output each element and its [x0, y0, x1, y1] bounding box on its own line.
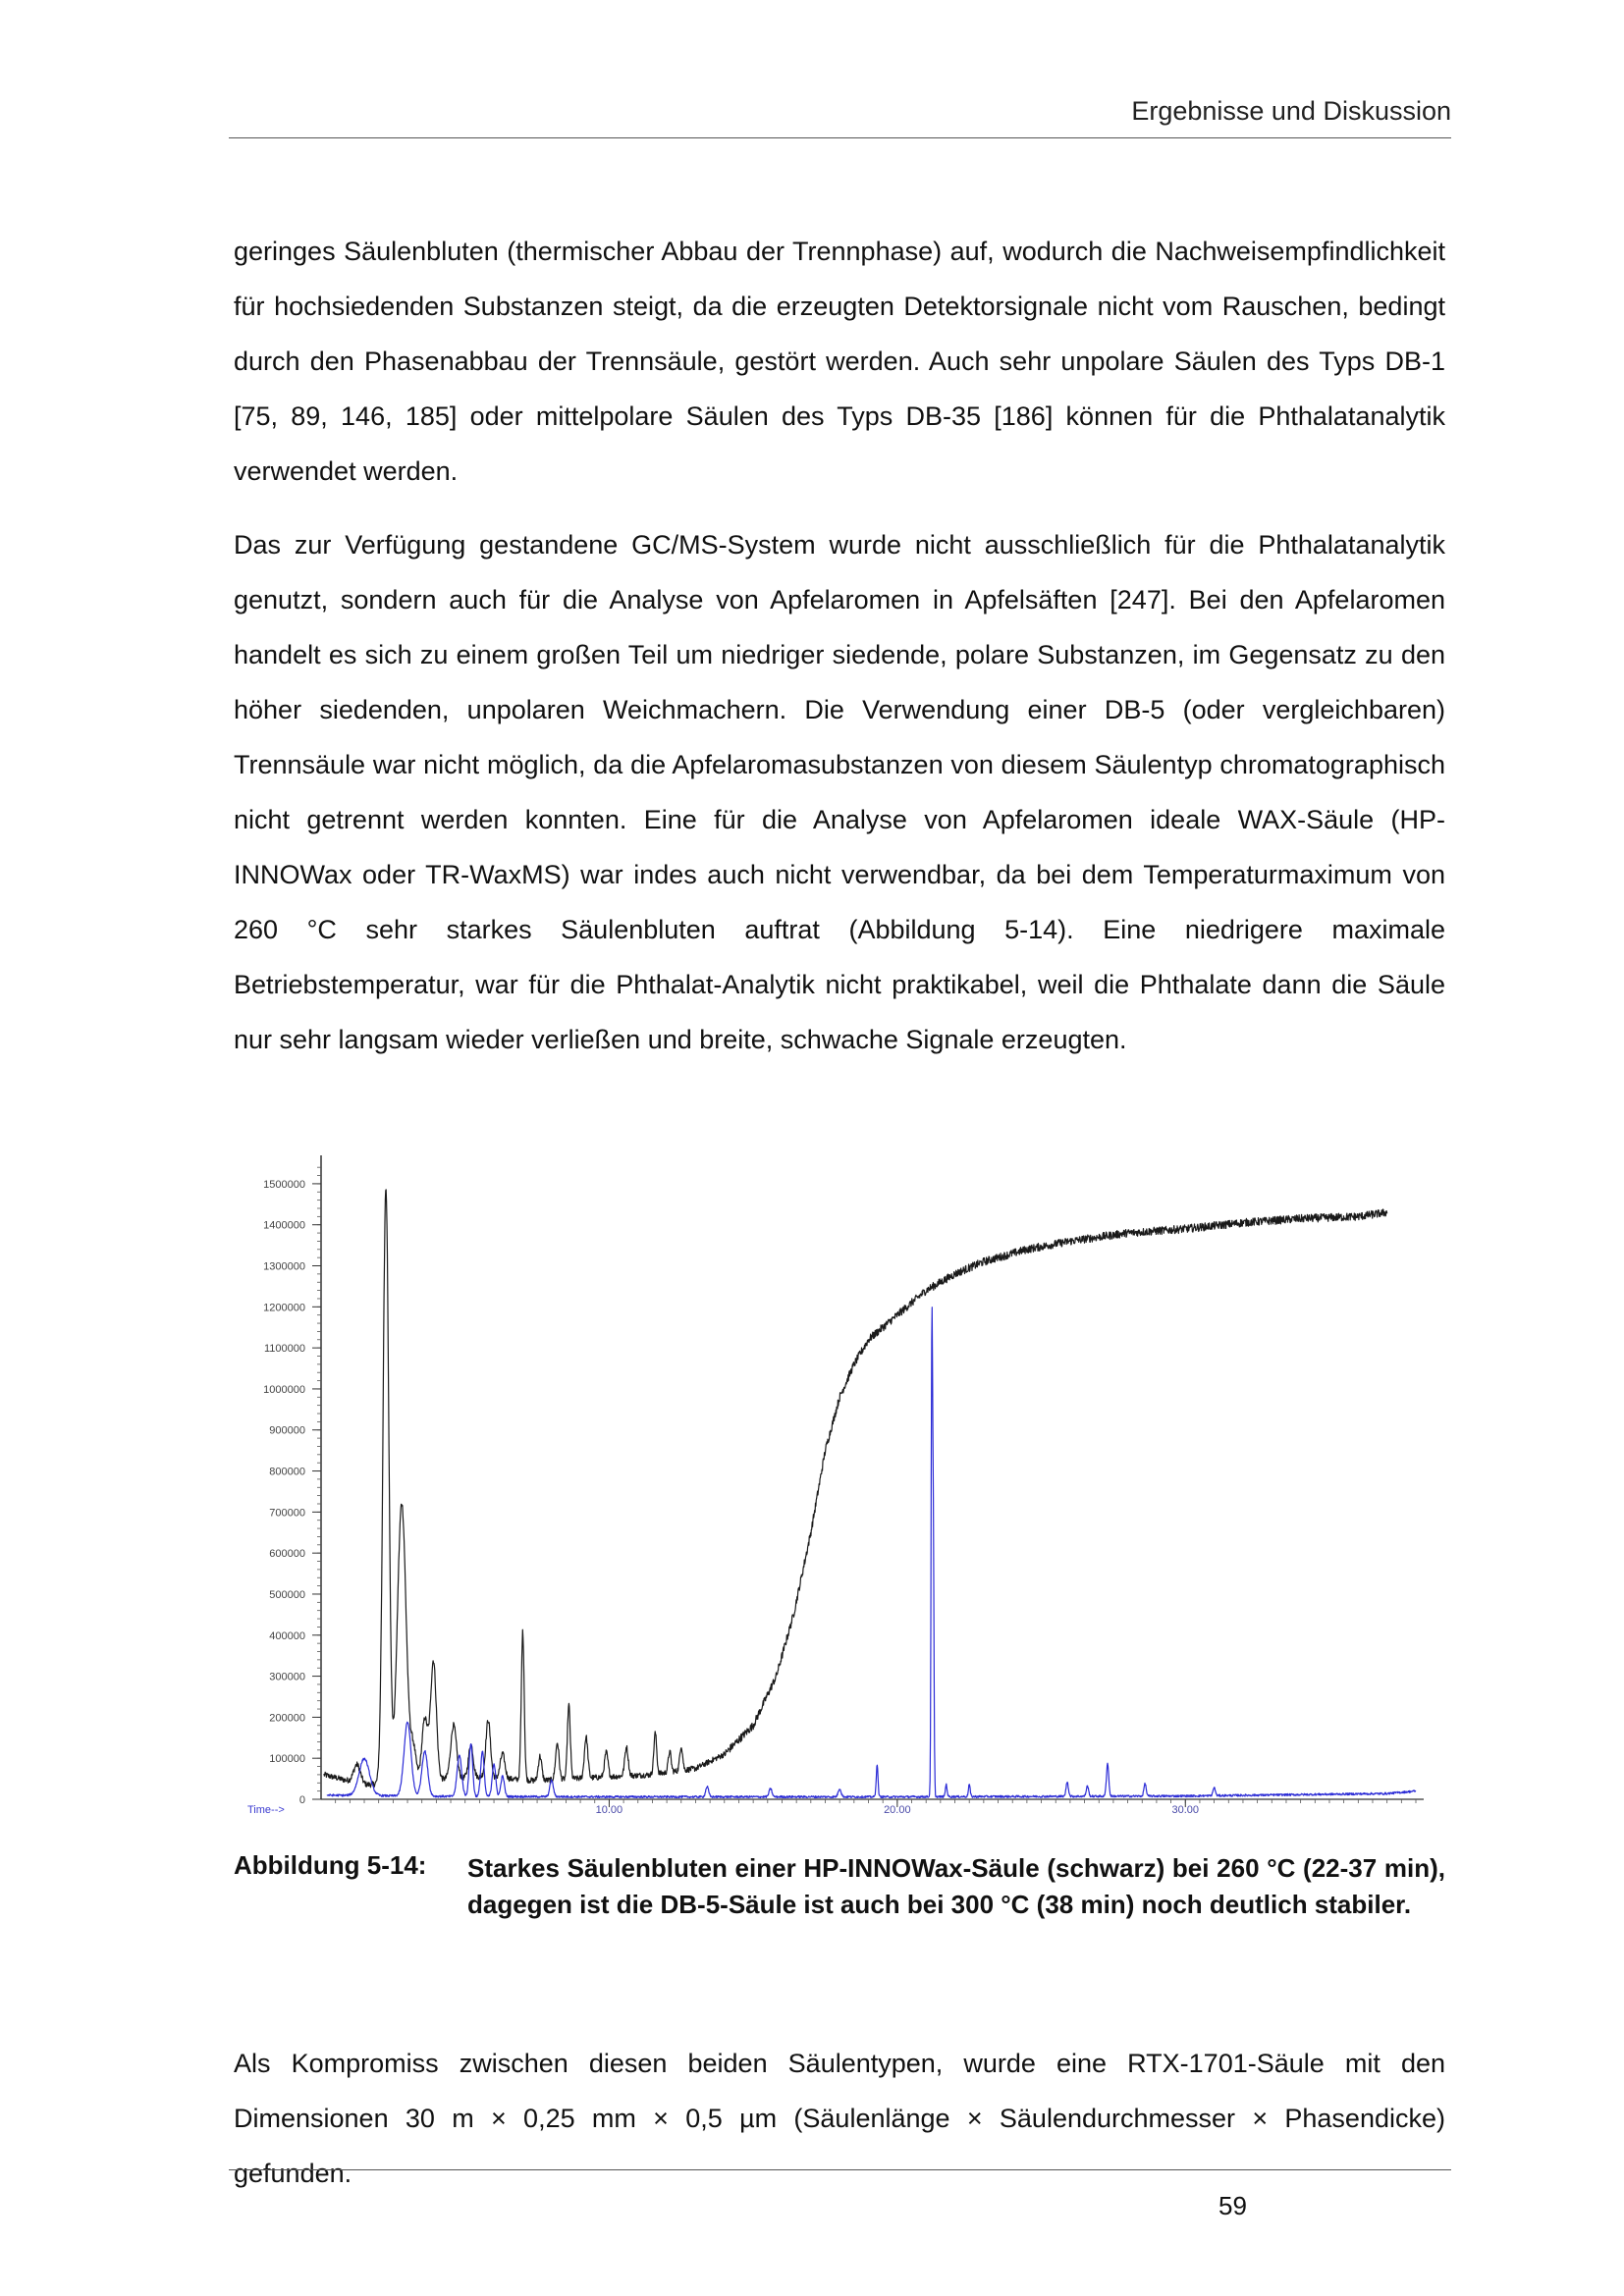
y-tick-label: 500000 [269, 1588, 305, 1601]
series-line-hp-innowax [324, 1190, 1387, 1788]
y-tick-label: 800000 [269, 1466, 305, 1478]
y-tick-label: 1200000 [263, 1302, 305, 1314]
y-tick-label: 0 [298, 1794, 305, 1806]
y-tick-label: 1000000 [263, 1383, 305, 1396]
body-paragraph-3: Als Kompromiss zwischen diesen beiden Säulentypen, wurde eine RTX-1701-Säule mit den Dimensionen 30 m × 0,25 mm × 0,5 µm (Säulenlänge × Säulendurchmesser × Phasendicke) gefunden. [234, 2049, 1445, 2188]
y-tick-label: 300000 [269, 1671, 305, 1683]
x-tick-label: 10.00 [595, 1804, 623, 1816]
x-tick-label: 20.00 [884, 1804, 911, 1816]
series-line-db5 [327, 1308, 1416, 1798]
y-tick-label: 400000 [269, 1629, 305, 1642]
footer-rule [229, 2169, 1451, 2170]
y-tick-label: 1500000 [263, 1178, 305, 1191]
figure-caption: Starkes Säulenbluten einer HP-INNOWax-Säule (schwarz) bei 260 °C (22-37 min), dagegen ist die DB-5-Säule ist auch bei 300 °C (38 min) noch deutlich stabiler. [467, 1853, 1445, 1919]
running-header-title: Ergebnisse und Diskussion [1131, 96, 1451, 126]
body-paragraph-1: geringes Säulenbluten (thermischer Abbau der Trennphase) auf, wodurch die Nachweisempfindlichkeit für hochsiedenden Substanzen steigt, da die erzeugten Detektorsignale nicht vom Rauschen, bedingt durch den Phasenabbau der Trennsäule, gestört werden. Auch sehr unpolare Säulen des Typs DB-1 [75, 89, 146, 185] oder mittelpolare Säulen des Typs DB-35 [186] können für die Phthalatanalytik verwendet werden. [234, 237, 1445, 486]
chart-series [324, 1190, 1416, 1798]
chart-axes [247, 1155, 1424, 1816]
y-tick-label: 1400000 [263, 1219, 305, 1232]
y-tick-label: 700000 [269, 1507, 305, 1520]
y-tick-label: 900000 [269, 1424, 305, 1437]
figure-label: Abbildung 5-14: [234, 1850, 427, 1880]
page-number: 59 [1218, 2191, 1247, 2220]
y-tick-label: 1300000 [263, 1260, 305, 1273]
y-tick-label: 600000 [269, 1548, 305, 1561]
y-tick-label: 200000 [269, 1712, 305, 1725]
y-tick-label: 1100000 [263, 1343, 305, 1356]
x-tick-label: 30.00 [1171, 1804, 1200, 1816]
body-paragraph-2: Das zur Verfügung gestandene GC/MS-System wurde nicht ausschließlich für die Phthalatanalytik genutzt, sondern auch für die Analyse von Apfelaromen in Apfelsäften [247]. Bei den Apfelaromen handelt es sich zu einem großen Teil um niedriger siedende, polare Substanzen, im Gegensatz zu den höher siedenden, unpolaren Weichmachern. Die Verwendung einer DB-5 (oder vergleichbaren) Trennsäule war nicht möglich, da die Apfelaromasubstanzen von diesem Säulentyp chromatographisch nicht getrennt werden konnten. Eine für die Analyse von Apfelaromen ideale WAX-Säule (HP-INNOWax oder TR-WaxMS) war indes auch nicht verwendbar, da bei dem Temperaturmaximum von 260 °C sehr starkes Säulenbluten auftrat (Abbildung 5-14). Eine niedrigere maximale Betriebstemperatur, war für die Phthalat-Analytik nicht praktikabel, weil die Phthalate dann die Säule nur sehr langsam wieder verließen und breite, schwache Signale erzeugten. [234, 530, 1445, 1054]
x-axis-label: Time--> [247, 1804, 285, 1816]
y-tick-label: 100000 [269, 1753, 305, 1766]
